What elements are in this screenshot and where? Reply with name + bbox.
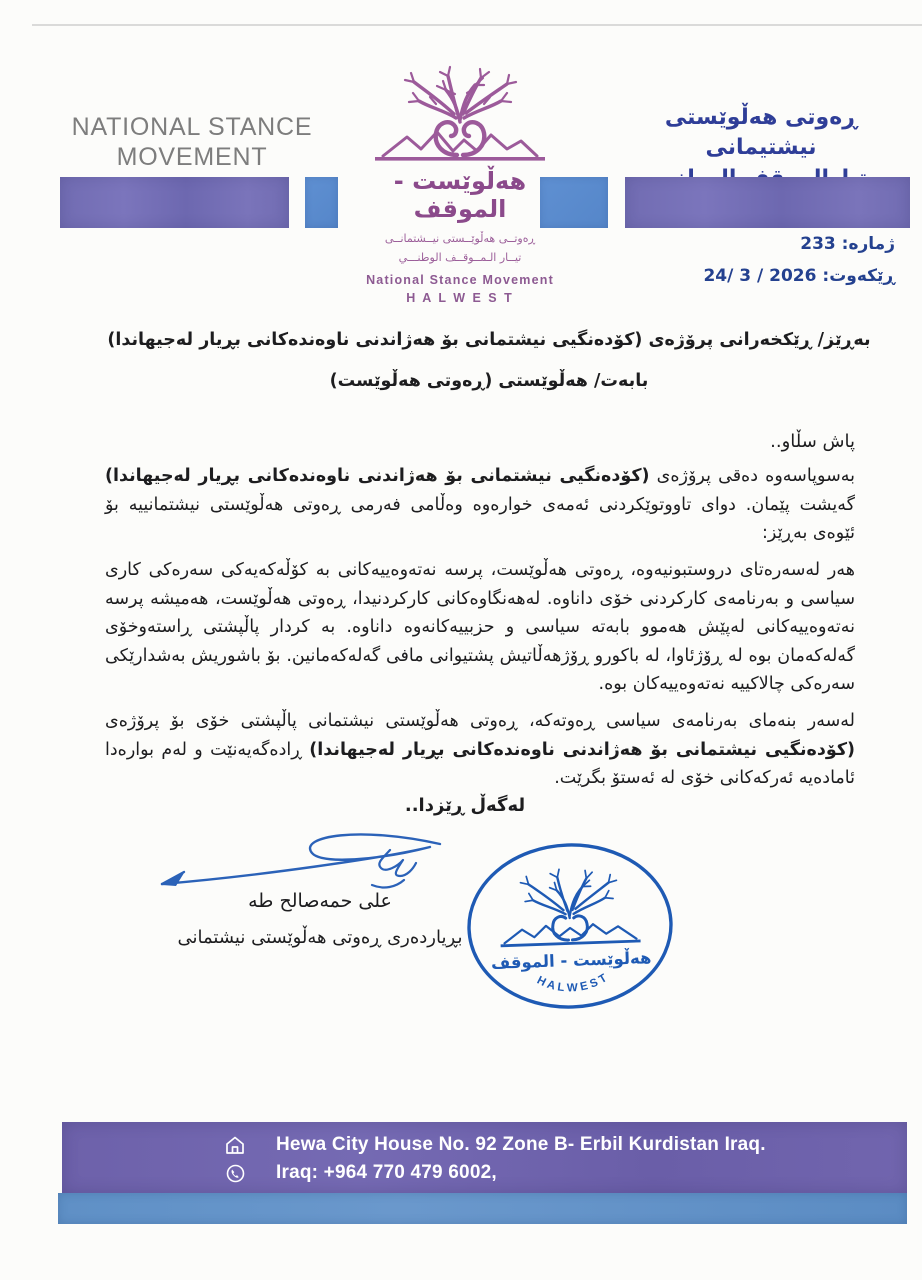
official-stamp	[459, 836, 681, 1015]
paragraph-2: هەر لەسەرەتای دروستبونیەوە، ڕەوتی هەڵوێست، پرسە نەتەوەییەکانی بە کۆڵەکەیەکی سەرەکی کاری سیاسی و بەرنامەی کارکردنی خۆی داناوە. لەهەنگاوەکانی کارکردنیدا، ڕەوتی هەڵوێست، هەمیشە پرسە نەتەوەییەکانی لەپێش هەموو بابەتە سیاسی و حزبییەکانەوە داناوە. بە کردار پاڵپشتی ڕاستەوخۆی گەلەکەمان بوە لە ڕۆژئاوا، لە باکورو ڕۆژهەڵاتیش پشتیوانی مافی گەلەکەمانین. بۆ باشوریش بەشدارێکی سەرەکی چالاکییە نەتەوەییەکان بوە.	[105, 560, 855, 694]
signer-title: بڕیاردەری ڕەوتی هەڵوێستی نیشتمانی	[177, 927, 463, 948]
logo-name-halwest: H A L W E S T	[406, 291, 514, 306]
paragraph-3	[105, 707, 855, 793]
date-label: ڕێکەوت:	[822, 266, 895, 286]
svg-text:H A L W E S T	[535, 972, 610, 996]
footer-banner	[62, 1122, 907, 1193]
paragraph-1-bold: (کۆدەنگیی نیشتمانی بۆ هەژاندنی ناوەندەکانی بڕیار لەجیهاندا)	[105, 466, 650, 486]
footer-phone-row	[222, 1162, 497, 1184]
scan-artifact-line	[32, 24, 922, 26]
signer-block	[135, 890, 505, 948]
ref-label: ژمارە:	[841, 234, 895, 254]
greeting: پاش سڵاو..	[770, 431, 855, 452]
addressee-line: بەڕێز/ ڕێکخەرانی پرۆژەی (کۆدەنگیی نیشتمانی بۆ هەژاندنی ناوەندەکانی بڕیار لەجیهاندا)	[107, 330, 871, 350]
signer-name: علی حمەصالح طە	[248, 890, 392, 912]
logo-name-bilingual: هەڵوێست - الموقف	[393, 167, 527, 223]
org-logo	[356, 60, 564, 305]
logo-taglines	[356, 230, 564, 267]
paragraph-1-pre: بەسوپاسەوە دەقی پرۆژەی	[649, 466, 855, 486]
paragraph-3-pre: لەسەر بنەمای بەرنامەی سیاسی ڕەوتەکە، ڕەوتی هەڵوێستی نیشتمانی پاڵپشتی خۆی بۆ پرۆژەی	[105, 711, 855, 731]
date-line	[703, 268, 895, 285]
paragraph-3-bold: (کۆدەنگیی نیشتمانی بۆ هەژاندنی ناوەندەکانی بڕیار لەجیهاندا)	[309, 739, 855, 760]
paragraph-3-post: ڕادەگەیەنێت و لەم بوارەدا ئامادەیە ئەرکەکانی خۆی لە ئەستۆ بگرێت.	[105, 739, 855, 788]
org-title-kurdish-line1: ڕەوتی هەڵوێستی نیشتیمانی	[664, 105, 858, 161]
paragraph-1	[105, 462, 855, 548]
tree-logo-icon	[367, 60, 553, 166]
logo-tagline-arabic: تیــار الـمــوقــف الوطنـــي	[398, 250, 522, 264]
paragraph-1-post: گەیشت پێمان. دوای تاووتوێکردنی ئەمەی خوارەوە وەڵامی فەرمی ڕەوتی هەڵوێستی نیشتمانییە بۆ ئێوەی بەڕێز:	[105, 494, 855, 543]
banner-square-right	[540, 177, 608, 228]
org-title-english	[58, 112, 326, 172]
logo-tagline-kurdish: ڕەوتــی هەڵوێــستی نیــشتمانــی	[384, 232, 536, 245]
closing-salutation: لەگەڵ ڕێزدا..	[404, 795, 526, 816]
date-value: 2026 / 3 /24	[703, 266, 817, 286]
banner-square-left	[305, 177, 338, 228]
ref-and-date	[703, 236, 895, 300]
stamp-name-bilingual: هەڵوێست - الموقف	[490, 948, 652, 973]
address-icon	[222, 1135, 248, 1155]
ref-number-line	[703, 236, 895, 253]
banner-bar-right	[625, 177, 910, 228]
footer-address-text: Hewa City House No. 92 Zone B- Erbil Kurdistan Iraq.	[276, 1134, 766, 1155]
org-title-english-line1: NATIONAL STANCE	[71, 113, 313, 141]
banner-bar-left	[60, 177, 289, 228]
subject-line: بابەت/ هەڵوێستی (ڕەوتی هەڵوێست)	[329, 371, 649, 391]
footer-phone-text: Iraq: +964 770 479 6002,	[276, 1162, 497, 1183]
stamp-name-halwest: H A L W E S T	[534, 972, 610, 995]
ref-number: 233	[800, 234, 836, 254]
footer-address-row	[222, 1134, 766, 1156]
org-title-english-line2: MOVEMENT	[116, 143, 268, 171]
logo-name-english: National Stance Movement	[366, 273, 554, 288]
footer-banner-accent	[58, 1193, 907, 1224]
phone-icon	[222, 1164, 248, 1183]
